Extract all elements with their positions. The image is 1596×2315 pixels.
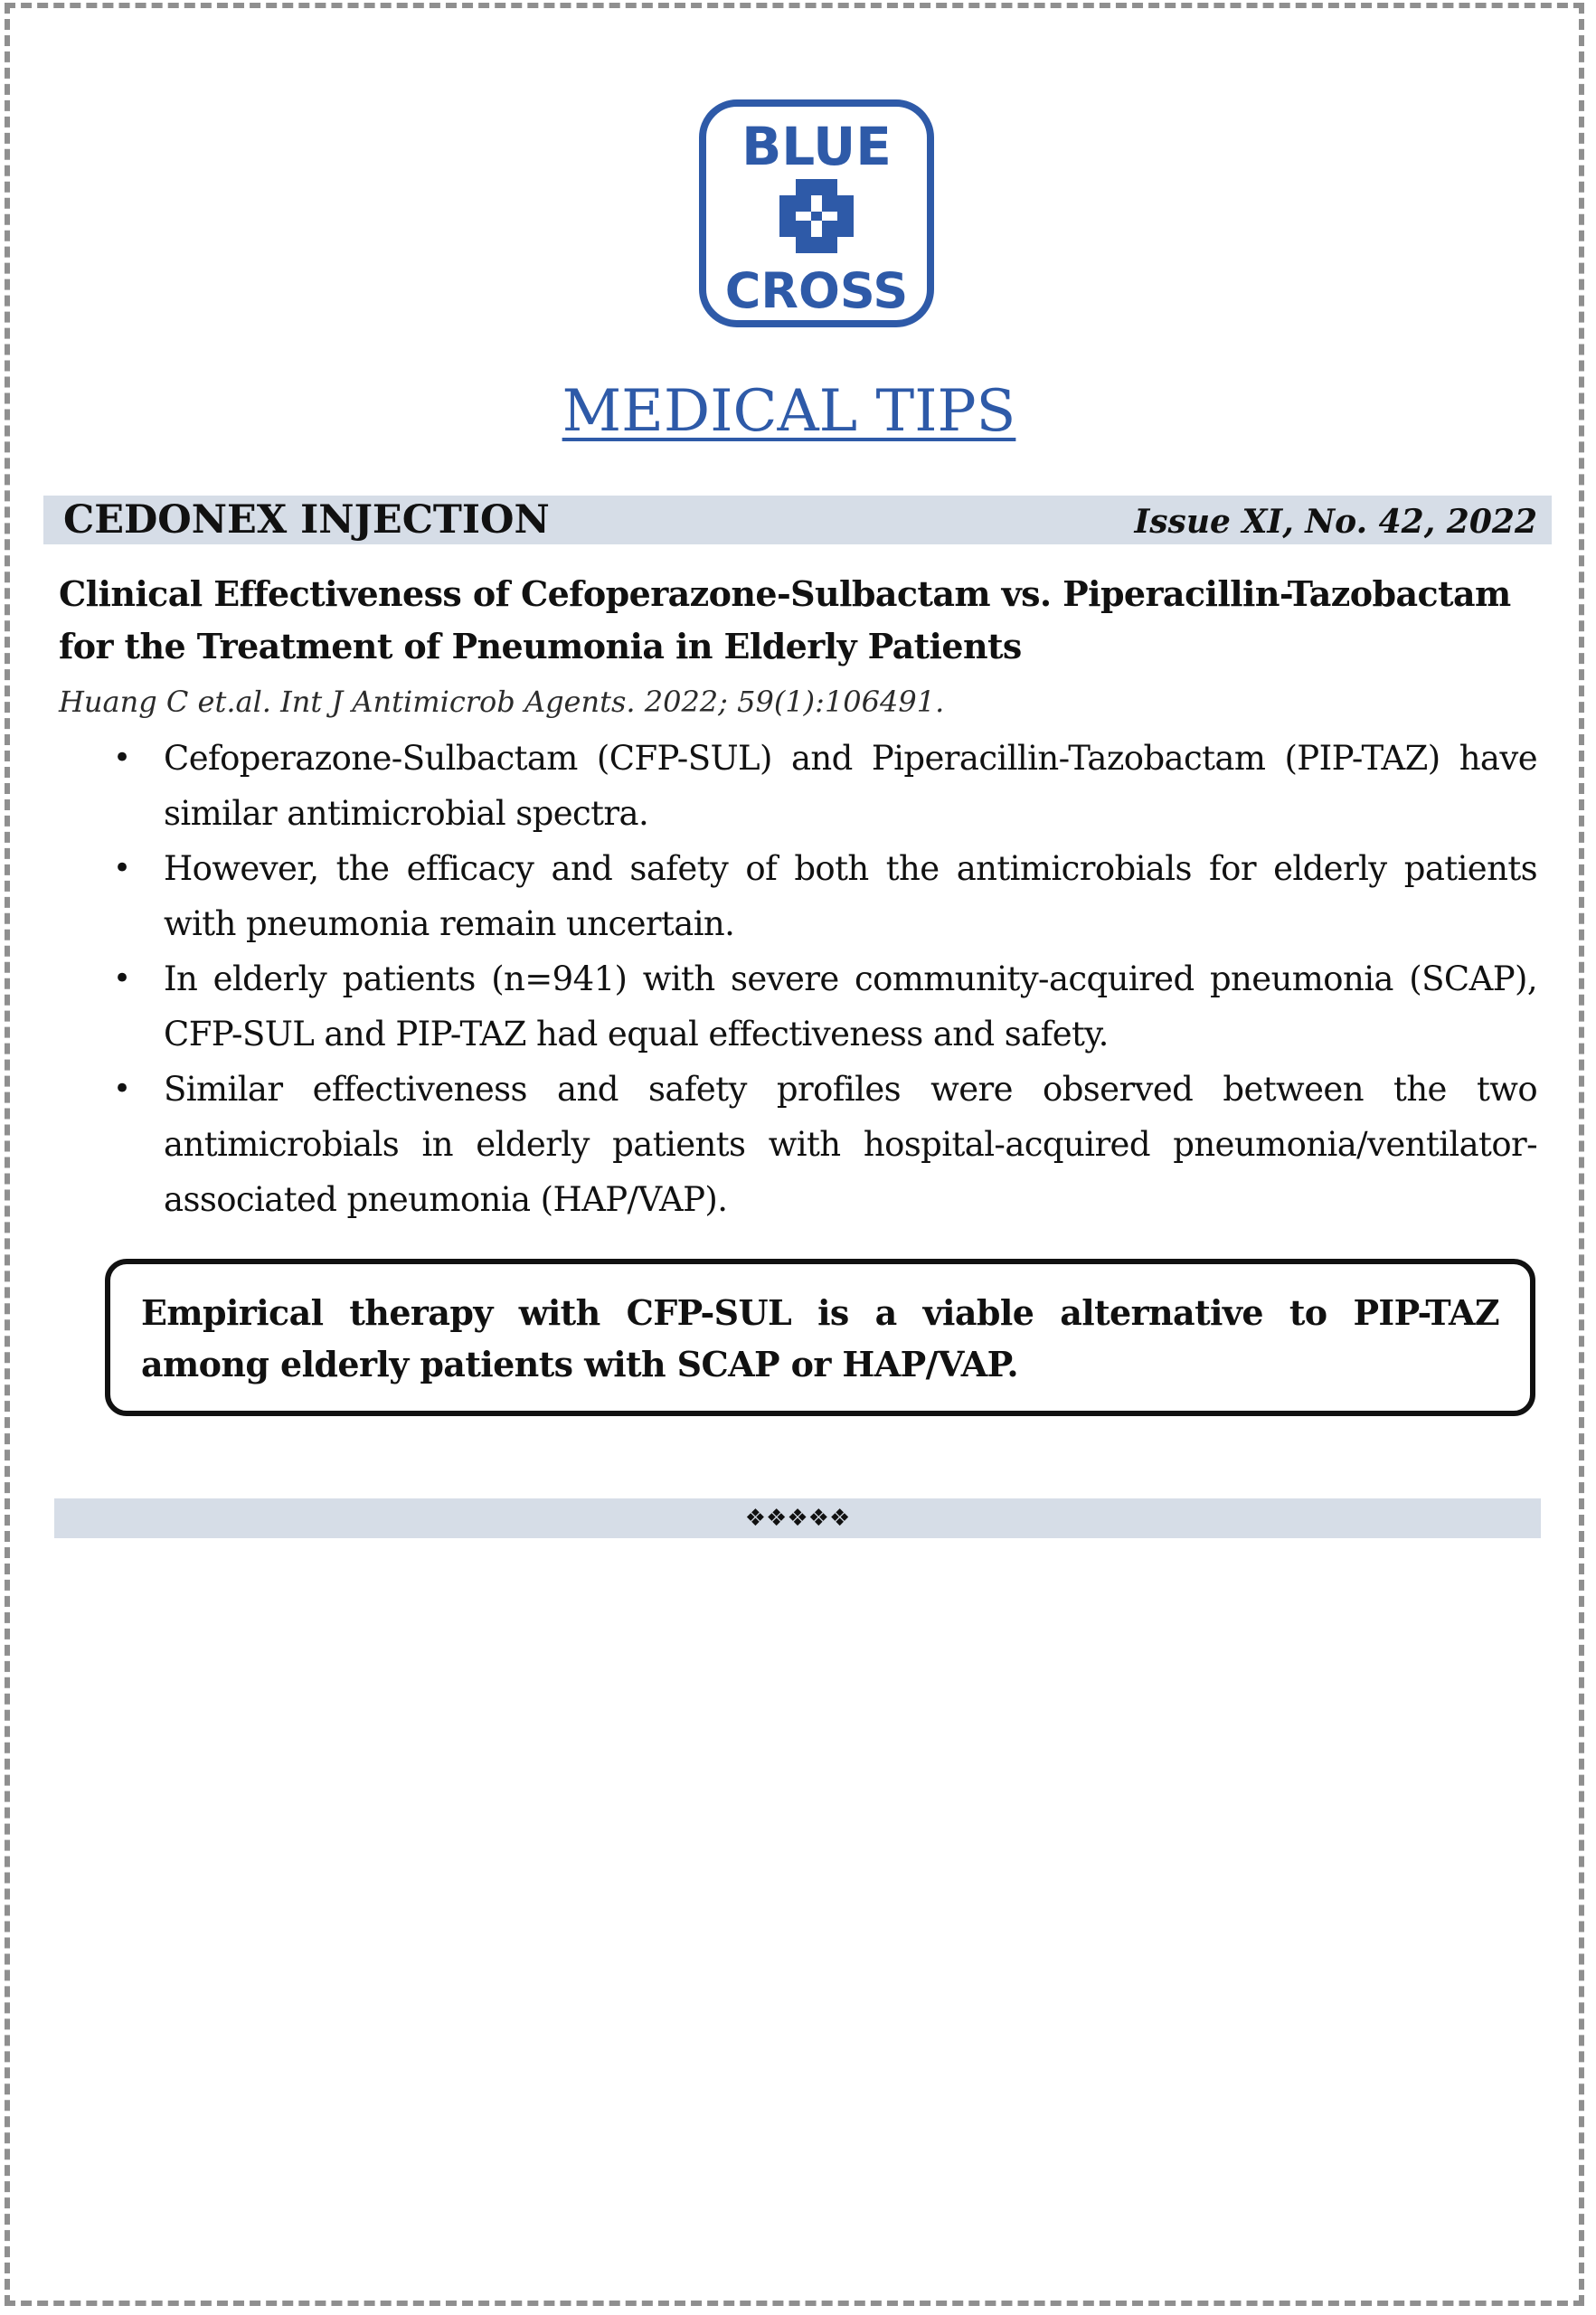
- list-item: [59, 951, 1537, 1062]
- bullet-text: Similar effectiveness and safety profiles were observed between the two antimicrobials in elderly patients with hospital-acquired pneumonia/ventilator-associated pneumonia (HAP/VAP).: [164, 1070, 1537, 1219]
- bullet-icon: •: [113, 1071, 131, 1107]
- key-points-list: [59, 731, 1537, 1227]
- product-name: CEDONEX INJECTION: [63, 497, 550, 543]
- product-header-bar: [43, 496, 1552, 544]
- article-title: Clinical Effectiveness of Cefoperazone-Sulbactam vs. Piperacillin-Tazobactam for the Treatment of Pneumonia in Elderly Patients: [59, 573, 1511, 666]
- list-item: [59, 731, 1537, 841]
- list-item: [59, 841, 1537, 951]
- list-item: [59, 1062, 1537, 1227]
- issue-info: Issue XI, No. 42, 2022: [1134, 503, 1537, 541]
- bullet-icon: •: [113, 850, 131, 886]
- citation: Huang C et.al. Int J Antimicrob Agents. 2022; 59(1):106491.: [59, 685, 945, 719]
- logo-graphic: [699, 99, 934, 327]
- conclusion-box: [105, 1259, 1535, 1416]
- page-title: MEDICAL TIPS: [562, 378, 1016, 445]
- logo-text-bottom: CROSS: [724, 262, 909, 319]
- bullet-icon: •: [113, 740, 131, 776]
- bullet-text: However, the efficacy and safety of both the antimicrobials for elderly patients with pneumonia remain uncertain.: [164, 849, 1537, 943]
- footer-divider: ❖❖❖❖❖: [54, 1498, 1541, 1538]
- bullet-text: Cefoperazone-Sulbactam (CFP-SUL) and Piperacillin-Tazobactam (PIP-TAZ) have similar antimicrobial spectra.: [164, 739, 1537, 833]
- logo-text-top: BLUE: [741, 116, 892, 177]
- bullet-text: In elderly patients (n=941) with severe community-acquired pneumonia (SCAP), CFP-SUL and PIP-TAZ had equal effectiveness and safety.: [164, 959, 1537, 1054]
- blue-cross-logo: [699, 99, 934, 327]
- bullet-icon: •: [113, 960, 131, 997]
- conclusion-text: Empirical therapy with CFP-SUL is a viable alternative to PIP-TAZ among elderly patients with SCAP or HAP/VAP.: [141, 1292, 1499, 1384]
